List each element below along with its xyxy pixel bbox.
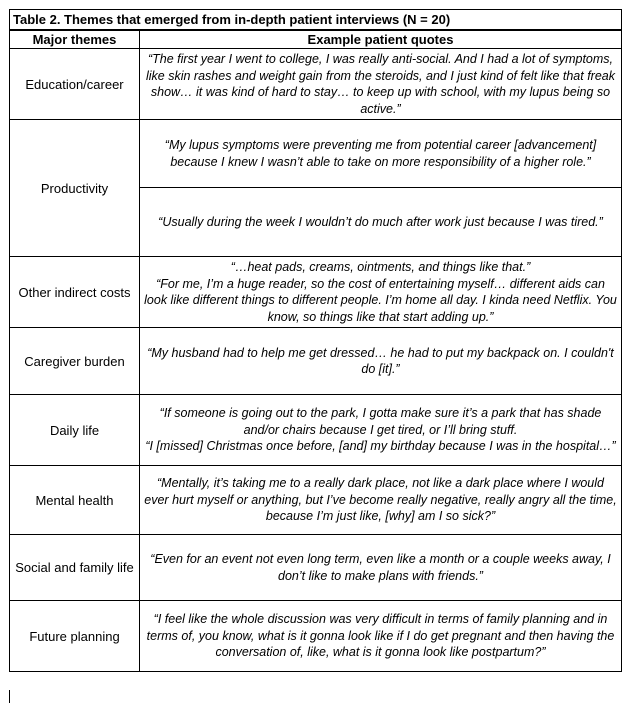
quote-text: “My lupus symptoms were preventing me from potential career [advancement] because I knew I wasn’t able to take on more responsibility of a higher role.”	[164, 138, 597, 169]
theme-cell-productivity: Productivity	[10, 120, 140, 257]
table-row	[10, 328, 622, 395]
caption-row	[10, 10, 622, 31]
quote-text: “Usually during the week I wouldn’t do much after work just because I was tired.”	[158, 214, 603, 229]
quote-cell-caregiver-burden	[140, 328, 622, 395]
table-row	[10, 601, 622, 672]
table-caption: Table 2. Themes that emerged from in-depth patient interviews (N = 20)	[10, 10, 622, 31]
table-row	[10, 257, 622, 328]
theme-cell-education-career: Education/career	[10, 49, 140, 120]
quote-text: “I feel like the whole discussion was very difficult in terms of family planning and in terms of, you know, what is it gonna look like if I do get pregnant and then having the conversation of, like, what is it gonna look like postpartum?”	[146, 612, 615, 660]
themes-table	[9, 9, 622, 672]
theme-cell-mental-health: Mental health	[10, 466, 140, 535]
quote-cell-social-family-life	[140, 535, 622, 601]
themes-table-container	[9, 9, 621, 672]
table-row	[10, 395, 622, 466]
header-major-themes: Major themes	[10, 30, 140, 49]
quote-text: “For me, I’m a huge reader, so the cost of entertaining myself… different aids can look like different things to different people. I’m home all day. I kinda need Netflix. You know, so things like that start adding up.”	[144, 276, 617, 324]
quote-text: “I [missed] Christmas once before, [and] my birthday because I was in the hospital…”	[145, 439, 616, 454]
theme-cell-other-indirect-costs: Other indirect costs	[10, 257, 140, 328]
quote-cell-education-career	[140, 49, 622, 120]
table-row	[10, 120, 622, 188]
text-cursor	[9, 690, 10, 703]
quote-text: “Even for an event not even long term, even like a month or a couple weeks away, I don’t like to make plans with friends.”	[150, 552, 611, 583]
table-row	[10, 535, 622, 601]
header-example-quotes: Example patient quotes	[140, 30, 622, 49]
quote-cell-future-planning	[140, 601, 622, 672]
theme-cell-daily-life: Daily life	[10, 395, 140, 466]
quote-cell-daily-life	[140, 395, 622, 466]
table-row	[10, 49, 622, 120]
theme-cell-future-planning: Future planning	[10, 601, 140, 672]
header-row	[10, 30, 622, 49]
theme-cell-caregiver-burden: Caregiver burden	[10, 328, 140, 395]
theme-cell-social-family-life: Social and family life	[10, 535, 140, 601]
quote-text: “Mentally, it’s taking me to a really dark place, not like a dark place where I would ever hurt myself or anything, but I’ve become really negative, really angry all the time, because I’m just like, [why] am I so sick?”	[144, 476, 617, 524]
quote-cell-productivity-1	[140, 120, 622, 188]
quote-cell-productivity-2	[140, 188, 622, 257]
quote-text: “The first year I went to college, I was really anti-social. And I had a lot of symptoms, like skin rashes and weight gain from the steroids, and I just kind of felt like that freak show… it was kind of hard to stay… to keep up with school, with my lupus being so active.”	[146, 52, 615, 116]
quote-text: “My husband had to help me get dressed… he had to put my backpack on. I couldn't do [it].”	[147, 345, 614, 376]
quote-cell-other-indirect-costs	[140, 257, 622, 328]
quote-cell-mental-health	[140, 466, 622, 535]
quote-text: “…heat pads, creams, ointments, and things like that.”	[230, 260, 531, 274]
table-row	[10, 466, 622, 535]
quote-text: “If someone is going out to the park, I gotta make sure it’s a park that has shade and/or chairs because I get tired, or I’ll bring stuff.	[159, 406, 602, 437]
